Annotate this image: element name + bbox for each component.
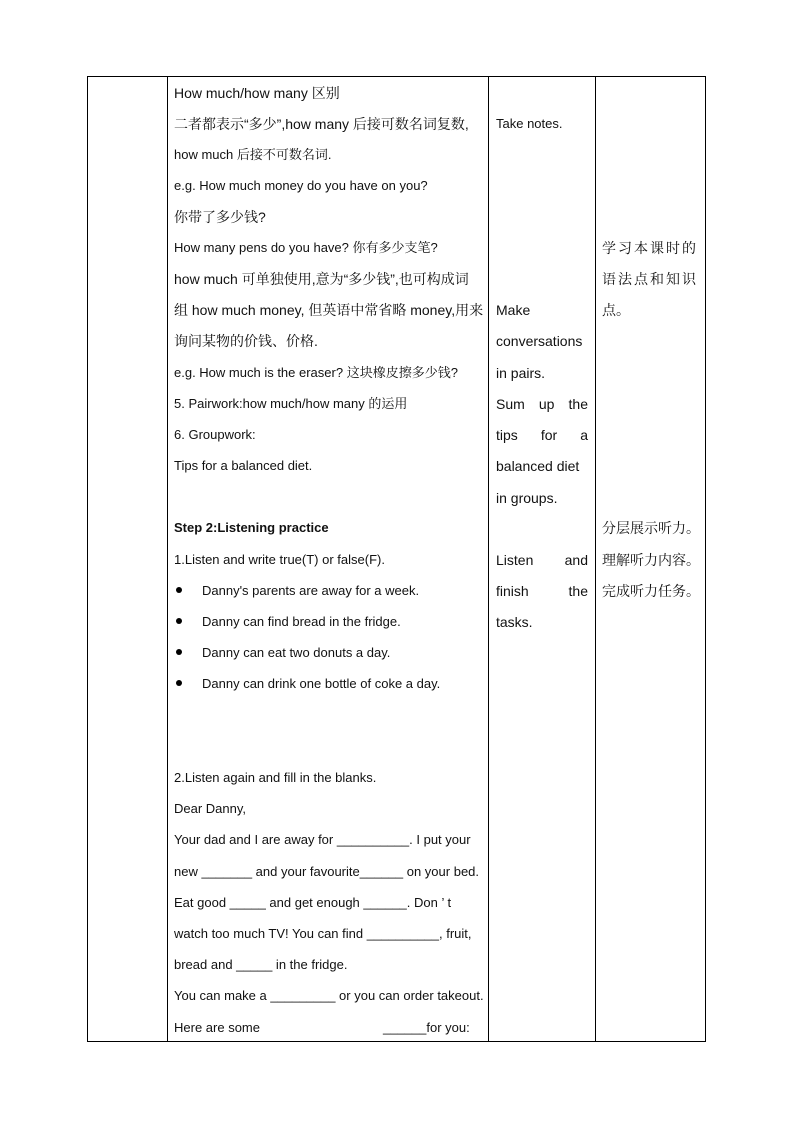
- activity-text: Make: [496, 302, 531, 318]
- activity-text: balanced diet: [496, 458, 580, 474]
- letter-line: ______for you:: [383, 1020, 470, 1035]
- bullet-icon: [176, 618, 182, 624]
- example-sentence: e.g. How much is the eraser? 这块橡皮擦多少钱?: [174, 365, 458, 380]
- grammar-text: 组 how much money, 但英语中常省略 money,用来: [174, 302, 484, 318]
- letter-line: Your dad and I are away for __________. I put your: [174, 832, 471, 847]
- statement-item: Danny can find bread in the fridge.: [202, 614, 401, 629]
- activity-text: conversations: [496, 333, 583, 349]
- activity-text: [496, 552, 588, 568]
- listening-task-1: 1.Listen and write true(T) or false(F).: [174, 552, 385, 567]
- example-sentence: e.g. How much money do you have on you?: [174, 178, 428, 193]
- activity-text: [496, 583, 588, 599]
- activity-text: [496, 427, 588, 443]
- bullet-icon: [176, 649, 182, 655]
- letter-line: new _______ and your favourite______ on your bed.: [174, 864, 480, 879]
- column-divider: [488, 76, 489, 1042]
- intent-text: 完成听力任务。: [602, 583, 700, 599]
- word: and: [564, 552, 588, 568]
- activity-take-notes: Take notes.: [496, 116, 563, 131]
- pairwork-item: 5. Pairwork:how much/how many 的运用: [174, 396, 408, 411]
- letter-line: You can make a _________ or you can order takeout.: [174, 988, 484, 1003]
- example-sentence: How many pens do you have? 你有多少支笔?: [174, 240, 438, 255]
- word: Listen: [496, 552, 534, 568]
- groupwork-task: Tips for a balanced diet.: [174, 458, 313, 473]
- intent-text: 语法点和知识: [602, 271, 698, 287]
- statement-item: Danny can eat two donuts a day.: [202, 645, 391, 660]
- intent-text: 理解听力内容。: [602, 552, 700, 568]
- step2-heading: Step 2:Listening practice: [174, 520, 329, 535]
- grammar-text: 询问某物的价钱、价格.: [174, 333, 318, 349]
- activity-text: in pairs.: [496, 365, 546, 381]
- intent-text: 点。: [602, 302, 630, 318]
- word: finish: [496, 583, 529, 599]
- statement-item: Danny's parents are away for a week.: [202, 583, 420, 598]
- grammar-text: how much 后接不可数名词.: [174, 147, 332, 162]
- grammar-heading: How much/how many 区别: [174, 85, 340, 101]
- letter-line: Eat good _____ and get enough ______. Don ’ t: [174, 895, 452, 910]
- word: tips: [496, 427, 518, 443]
- activity-text: in groups.: [496, 490, 558, 506]
- example-translation: 你带了多少钱?: [174, 209, 266, 225]
- intent-text: 学习本课时的: [602, 240, 698, 256]
- column-divider: [167, 76, 168, 1042]
- activity-text: tasks.: [496, 614, 533, 630]
- grammar-text: how much 可单独使用,意为“多少钱”,也可构成词: [174, 271, 469, 287]
- word: the: [568, 583, 588, 599]
- word: for: [540, 427, 558, 443]
- grammar-text: 二者都表示“多少”,how many 后接可数名词复数,: [174, 116, 469, 132]
- activity-text: [496, 396, 588, 412]
- letter-line: watch too much TV! You can find __________, fruit,: [174, 926, 472, 941]
- word: the: [568, 396, 588, 412]
- letter-line: Here are some: [174, 1020, 260, 1035]
- word: Sum: [496, 396, 525, 412]
- intent-text: 分层展示听力。: [602, 520, 700, 536]
- word: up: [538, 396, 555, 412]
- listening-task-2: 2.Listen again and fill in the blanks.: [174, 770, 377, 785]
- letter-greeting: Dear Danny,: [174, 801, 247, 816]
- groupwork-item: 6. Groupwork:: [174, 427, 256, 442]
- word: a: [580, 427, 588, 443]
- bullet-icon: [176, 587, 182, 593]
- letter-line: bread and _____ in the fridge.: [174, 957, 348, 972]
- column-divider: [595, 76, 596, 1042]
- statement-item: Danny can drink one bottle of coke a day.: [202, 676, 441, 691]
- bullet-icon: [176, 680, 182, 686]
